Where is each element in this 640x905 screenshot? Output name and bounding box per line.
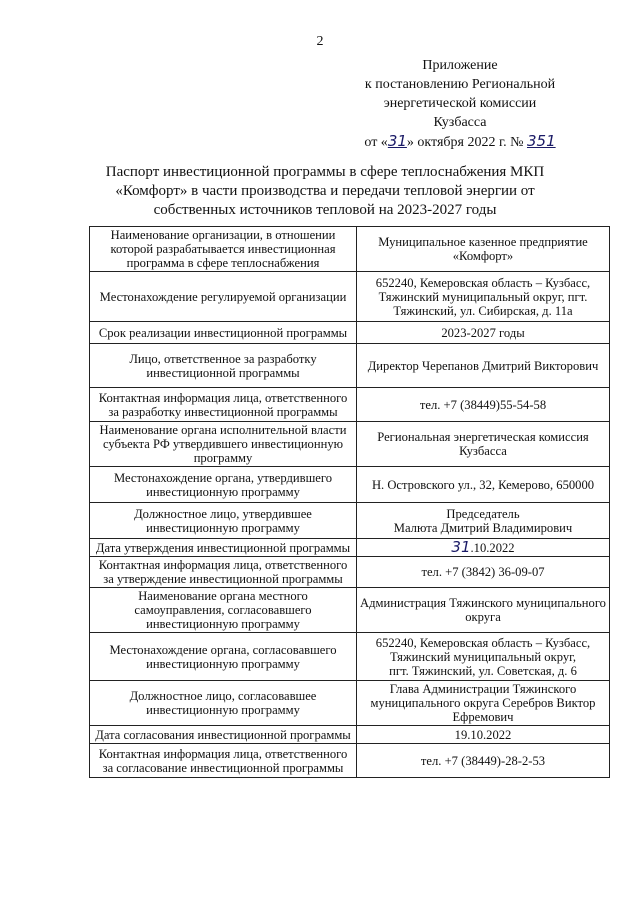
row-label-line: Контактная информация лица, ответственного — [98, 746, 348, 761]
table-row — [90, 681, 610, 726]
row-value-line: Глава Администрации Тяжинского — [389, 682, 577, 696]
row-value-line: муниципального округа Серебров Виктор — [370, 696, 596, 710]
row-value-line: округа — [465, 610, 501, 624]
row-value-cell — [357, 744, 610, 778]
row-label-cell — [90, 467, 357, 503]
appendix-line: Приложение — [422, 58, 498, 73]
row-label-cell — [90, 726, 357, 744]
table-row — [90, 557, 610, 588]
row-label-cell — [90, 272, 357, 322]
row-label-line: за разработку инвестиционной программы — [108, 404, 338, 419]
row-value-line: «Комфорт» — [452, 249, 514, 263]
table-row — [90, 388, 610, 422]
row-value-line: Кузбасса — [459, 444, 507, 458]
row-value-cell — [357, 467, 610, 503]
row-value-cell — [357, 322, 610, 344]
row-value-line: 652240, Кемеровская область – Кузбасс, — [375, 635, 591, 650]
row-value-cell — [357, 388, 610, 422]
row-value-line: Администрация Тяжинского муниципального — [360, 596, 606, 610]
row-value-cell — [357, 633, 610, 681]
row-value-line: Муниципальное казенное предприятие — [378, 235, 588, 249]
row-label-line: Должностное лицо, утвердившее — [134, 506, 312, 521]
row-label-cell — [90, 503, 357, 539]
appendix-header — [330, 56, 590, 152]
row-value-line: Н. Островского ул., 32, Кемерово, 650000 — [371, 477, 595, 492]
table-row — [90, 227, 610, 272]
row-label-line: инвестиционную программу — [146, 520, 300, 535]
approval-date-rest: .10.2022 — [470, 541, 515, 555]
row-label-line: Срок реализации инвестиционной программы — [98, 325, 348, 340]
row-label-cell — [90, 744, 357, 778]
row-label-line: программа в сфере теплоснабжения — [126, 256, 320, 270]
table-row — [90, 588, 610, 633]
order-number-handwritten: 351 — [526, 132, 556, 150]
table-row — [90, 539, 610, 557]
passport-table — [89, 226, 610, 778]
row-value-line: Тяжинский муниципальный округ, пгт. — [378, 289, 588, 304]
row-value-line: Тяжинский, ул. Сибирская, д. 11а — [393, 303, 573, 318]
table-row — [90, 726, 610, 744]
table-row — [90, 467, 610, 503]
row-label-line: Наименование органа местного — [138, 589, 308, 603]
table-row — [90, 744, 610, 778]
row-label-cell — [90, 388, 357, 422]
row-label-line: самоуправления, согласовавшего — [134, 603, 312, 617]
row-value-line: 2023-2027 годы — [441, 325, 525, 340]
row-value-line: 19.10.2022 — [454, 727, 512, 742]
row-label-line: Должностное лицо, согласовавшее — [129, 689, 317, 703]
row-value-line: Директор Черепанов Дмитрий Викторович — [367, 358, 599, 373]
row-label-line: за утверждение инвестиционной программы — [103, 572, 343, 586]
order-prefix: от « — [364, 135, 388, 150]
row-label-cell — [90, 227, 357, 272]
row-value-cell — [357, 503, 610, 539]
row-value-line: тел. +7 (38449)55-54-58 — [419, 397, 547, 412]
row-value-line: Малюта Дмитрий Владимирович — [393, 520, 573, 535]
row-value-line: Региональная энергетическая комиссия — [377, 430, 589, 444]
row-value-cell — [357, 539, 610, 557]
row-value-cell — [357, 681, 610, 726]
row-label-line: Контактная информация лица, ответственного — [98, 390, 348, 405]
row-label-line: Контактная информация лица, ответственного — [98, 558, 348, 572]
row-label-cell — [90, 588, 357, 633]
row-label-cell — [90, 322, 357, 344]
row-label-line: Дата согласования инвестиционной программы — [95, 727, 351, 742]
row-value-line: пгт. Тяжинский, ул. Советская, д. 6 — [389, 663, 577, 678]
row-label-line: инвестиционную программу — [146, 617, 300, 631]
passport-table-body — [90, 227, 610, 778]
row-label-cell — [90, 633, 357, 681]
row-value-line: тел. +7 (38449)-28-2-53 — [420, 753, 546, 768]
appendix-line: к постановлению Региональной — [364, 77, 556, 92]
row-label-line: Лицо, ответственное за разработку — [129, 351, 317, 366]
row-label-line: Местонахождение регулируемой организации — [99, 289, 347, 304]
appendix-line: энергетической комиссии — [383, 96, 537, 111]
table-row — [90, 633, 610, 681]
row-label-line: за согласование инвестиционной программы — [102, 760, 344, 775]
order-line — [330, 132, 590, 152]
row-label-line: инвестиционную программу — [146, 703, 300, 717]
row-value-line: 652240, Кемеровская область – Кузбасс, — [375, 275, 591, 290]
row-label-cell — [90, 557, 357, 588]
row-value-line: Ефремович — [452, 710, 514, 724]
table-row — [90, 322, 610, 344]
document-title — [90, 163, 560, 220]
row-label-line: инвестиционной программы — [146, 365, 300, 380]
row-label-line: программу — [193, 451, 253, 465]
row-label-cell — [90, 681, 357, 726]
approval-date-value — [360, 540, 606, 555]
row-label-cell — [90, 344, 357, 388]
row-label-line: субъекта РФ утвердившего инвестиционную — [102, 437, 344, 451]
row-value-cell — [357, 272, 610, 322]
approval-day-handwritten: 31 — [451, 538, 471, 556]
row-value-line: Тяжинский муниципальный округ, — [389, 649, 577, 664]
row-label-line: Местонахождение органа, утвердившего — [113, 470, 333, 485]
page-number: 2 — [316, 34, 324, 49]
row-label-line: Наименование органа исполнительной власти — [99, 423, 347, 437]
row-label-line: Местонахождение органа, согласовавшего — [109, 642, 337, 657]
order-day-handwritten: 31 — [387, 132, 407, 150]
row-label-line: инвестиционную программу — [146, 656, 300, 671]
row-label-line: которой разрабатывается инвестиционная — [110, 242, 336, 256]
table-row — [90, 272, 610, 322]
row-value-cell — [357, 422, 610, 467]
row-label-line: инвестиционную программу — [146, 484, 300, 499]
row-value-cell — [357, 557, 610, 588]
table-row — [90, 344, 610, 388]
row-value-line: тел. +7 (3842) 36-09-07 — [421, 565, 545, 579]
row-value-cell — [357, 227, 610, 272]
row-label-line: Наименование организации, в отношении — [110, 228, 336, 242]
row-label-line: Дата утверждения инвестиционной программы — [95, 540, 351, 555]
row-label-cell — [90, 422, 357, 467]
appendix-line: Кузбасса — [433, 115, 487, 130]
row-label-cell — [90, 539, 357, 557]
title-line: «Комфорт» в части производства и передачи тепловой энергии от — [115, 183, 535, 199]
table-row — [90, 503, 610, 539]
title-line: собственных источников тепловой на 2023-2027 годы — [153, 202, 497, 218]
row-value-line: Председатель — [446, 506, 520, 521]
row-value-cell — [357, 344, 610, 388]
table-row — [90, 422, 610, 467]
row-value-cell — [357, 588, 610, 633]
order-mid: » октября 2022 г. № — [406, 135, 524, 150]
row-value-cell — [357, 726, 610, 744]
title-line: Паспорт инвестиционной программы в сфере теплоснабжения МКП — [105, 164, 545, 180]
